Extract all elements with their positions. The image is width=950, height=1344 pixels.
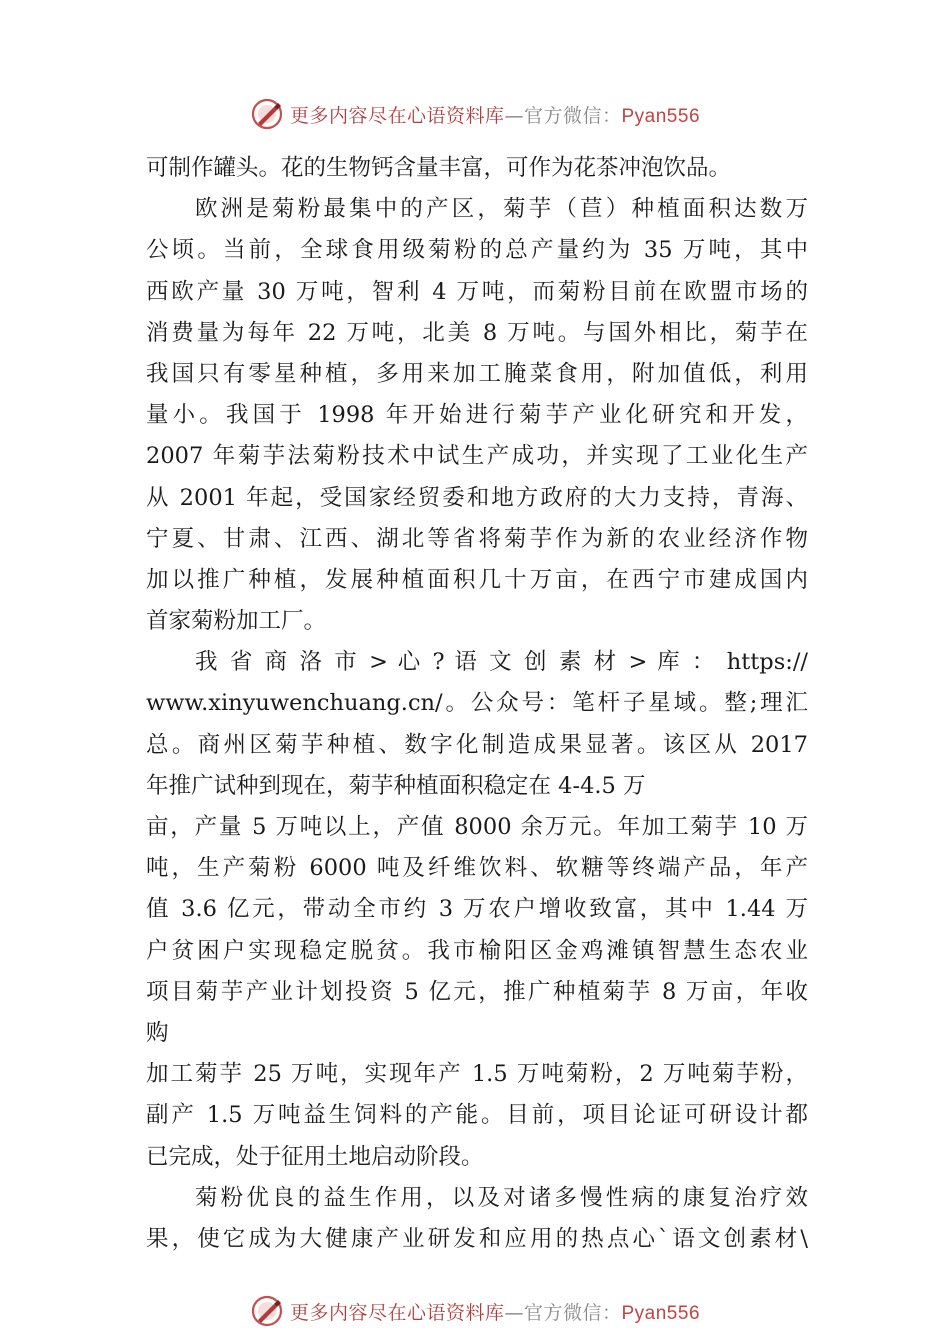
text-line: 西欧产量 30 万吨，智利 4 万吨，而菊粉目前在欧盟市场的: [146, 278, 808, 305]
text-line: 我 省 商 洛 市 > 心 ? 语 文 创 素 材 > 库 ： https://: [195, 649, 808, 676]
pen-seal-logo-icon: [250, 97, 284, 131]
text-line: 值 3.6 亿元，带动全市约 3 万农户增收致富，其中 1.44 万: [146, 896, 808, 923]
text-line: 量小。我国于 1998 年开始进行菊芋产业化研究和开发，: [146, 402, 808, 429]
text-line: 吨，生产菊粉 6000 吨及纤维饮料、软糖等终端产品，年产: [146, 855, 808, 882]
text-line: 项目菊芋产业计划投资 5 亿元，推广种植菊芋 8 万亩，年收: [146, 978, 808, 1005]
header-watermark-banner: [0, 94, 950, 134]
watermark-text: 更多内容尽在心语资料库—官方微信：Pyan556: [289, 1301, 701, 1324]
text-line: 消费量为每年 22 万吨，北美 8 万吨。与国外相比，菊芋在: [146, 319, 808, 346]
pen-seal-logo-icon: [250, 1294, 284, 1328]
text-line: 购: [146, 1019, 169, 1046]
text-line: 总。商州区菊芋种植、数字化制造成果显著。该区从 2017: [146, 731, 808, 758]
text-line: 公顷。当前，全球食用级菊粉的总产量约为 35 万吨，其中: [146, 237, 808, 264]
text-line: 宁夏、甘肃、江西、湖北等省将菊芋作为新的农业经济作物: [146, 525, 808, 552]
text-line: 果，使它成为大健康产业研发和应用的热点心`语文创素材\: [146, 1225, 808, 1252]
footer-watermark-banner: [0, 1291, 950, 1331]
text-line: 加工菊芋 25 万吨，实现年产 1.5 万吨菊粉，2 万吨菊芋粉，: [146, 1061, 808, 1088]
text-line: www.xinyuwenchuang.cn/。公众号：笔杆子星域。整;理汇: [146, 690, 808, 717]
text-line: 加以推广种植，发展种植面积几十万亩，在西宁市建成国内: [146, 566, 808, 593]
text-line: 可制作罐头。花的生物钙含量丰富，可作为花茶冲泡饮品。: [146, 155, 732, 181]
text-line: 欧洲是菊粉最集中的产区，菊芋（苣）种植面积达数万: [195, 196, 808, 223]
document-body: [146, 148, 808, 1260]
text-line: 从 2001 年起，受国家经贸委和地方政府的大力支持，青海、: [146, 484, 808, 511]
text-line: 2007 年菊芋法菊粉技术中试生产成功，并实现了工业化生产: [146, 443, 808, 470]
text-line: 菊粉优良的益生作用，以及对诸多慢性病的康复治疗效: [195, 1184, 808, 1211]
text-line: 首家菊粉加工厂。: [146, 608, 327, 635]
watermark-text: 更多内容尽在心语资料库—官方微信：Pyan556: [289, 104, 701, 127]
text-line: 我国只有零星种植，多用来加工腌菜食用，附加值低，利用: [146, 360, 808, 387]
text-line: 已完成，处于征用土地启动阶段。: [146, 1143, 484, 1170]
text-line: 户贫困户实现稳定脱贫。我市榆阳区金鸡滩镇智慧生态农业: [146, 937, 808, 964]
text-line: 副产 1.5 万吨益生饲料的产能。目前，项目论证可研设计都: [146, 1102, 808, 1129]
text-line: 亩，产量 5 万吨以上，产值 8000 余万元。年加工菊芋 10 万: [146, 814, 808, 840]
text-line: 年推广试种到现在，菊芋种植面积稳定在 4-4.5 万: [146, 772, 646, 799]
